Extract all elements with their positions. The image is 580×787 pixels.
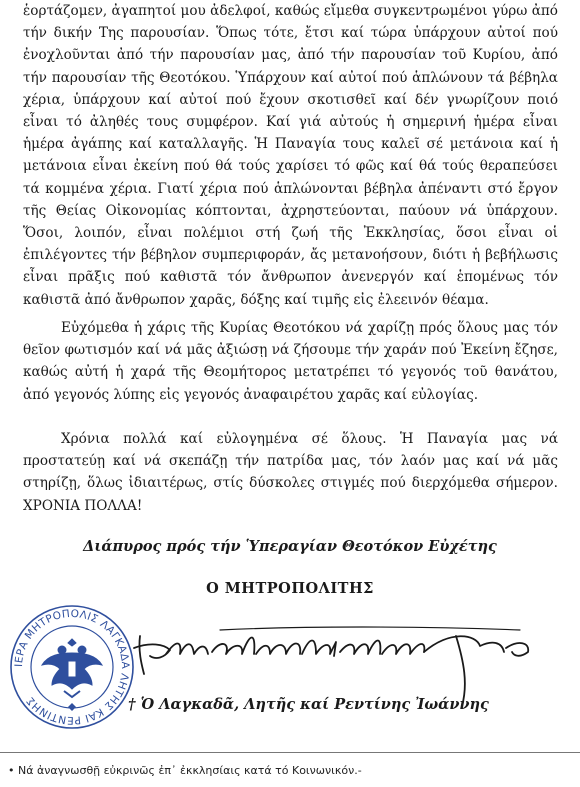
double-headed-eagle-icon [42,639,102,697]
body-paragraph-3: Χρόνια πολλά καί εὐλογημένα σέ ὅλους. Ἡ Παναγία μας νά προστατεύῃ καί νά σκεπάζῃ τήν πατρίδα μας, τόν λαόν μας καί νά μᾶς στηρίζῃ, ὅλως ἰδιαιτέρως, στίς δύσκολες στιγμές πού διερχόμεθα σήμερον. ΧΡΟΝΙΑ ΠΟΛΛΑ! [23,431,558,514]
signatory-name: † Ὁ Λαγκαδᾶ, Λητῆς καί Ρεντίνης Ἰωάννης [128,696,489,713]
body-paragraph-2: Εὐχόμεθα ἡ χάρις τῆς Κυρίας Θεοτόκου νά χαρίζῃ πρός ὅλους μας τόν θεῖον φωτισμόν καί νά μᾶς ἀξιώσῃ νά ζήσουμε τήν χαράν πού Ἐκείνη ἔζησε, καθώς αὐτή ἡ χαρά τῆς Θεομήτορος μετατρέπει τό γεγονός τοῦ θανάτου, ἀπό γεγονός λύπης εἰς γεγονός ἀναφαιρέτου χαρᾶς καί εὐλογίας. [23,320,558,403]
footnote-divider [0,752,580,753]
closing-salutation: Διάπυρος πρός τήν Ὑπεραγίαν Θεοτόκον Εὐχέτης [83,538,497,555]
seal-ring-text: ΙΕΡΑ ΜΗΤΡΟΠΟΛΙΣ ΛΑΓΚΑΔΑ ΛΗΤΗΣ ΚΑΙ ΡΕΝΤΙΝΗΣ [12,607,132,727]
footnote: • Νά ἀναγνωσθῇ εὐκρινῶς ἐπ᾽ ἐκκλησίαις κατά τό Κοινωνικόν.- [8,764,362,777]
metropolis-seal-icon [8,603,136,731]
signatory-title: Ο ΜΗΤΡΟΠΟΛΙΤΗΣ [206,580,374,597]
body-paragraph-1: ἑορτάζομεν, ἀγαπητοί μου ἀδελφοί, καθώς εἴμεθα συγκεντρωμένοι γύρω ἀπό τήν δικήν Της παρουσίαν. Ὅπως τότε, ἔτσι καί τώρα ὑπάρχουν αὐτοί πού ἐνοχλοῦνται ἀπό τήν παρουσίαν μας, ἀπό τήν παρουσίαν τοῦ Κυρίου, ἀπό τήν παρουσίαν τῆς Θεοτόκου. Ὑπάρχουν καί αὐτοί πού ἁπλώνουν τά βέβηλα χέρια, ὑπάρχουν καί αὐτοί πού ἔχουν σκοτισθεῖ καί δέν γνωρίζουν ποιό εἶναι τό ἀληθές τους συμφέρον. Καί γιά αὐτούς ἡ σημερινή ἡμέρα εἶναι ἡμέρα ἀγάπης καί καταλλαγῆς. Ἡ Παναγία τους καλεῖ σέ μετάνοια καί ἡ μετάνοια εἶναι ἐκείνη πού θά τούς χαρίσει τό φῶς καί θά τούς θεραπεύσει τά κομμένα χέρια. Γιατί χέρια πού ἁπλώνονται βέβηλα ἀπέναντι στό ἔργον τῆς Θείας Οἰκονομίας κόπτονται, ἀχρηστεύονται, παύουν νά ὑπάρχουν. Ὅσοι, λοιπόν, εἶναι πολέμιοι στή ζωή τῆς Ἐκκλησίας, ὅσοι εἶναι οἱ ἐπιλέγοντες τήν βέβηλον συμπεριφοράν, ἄς μετανοήσουν, διότι ἡ βεβήλωσις εἶναι πρᾶξις πού καθιστᾶ τόν ἄνθρωπον ἀνενεργόν καί ἑπομένως τόν καθιστᾶ ἀπό ἄνθρωπον χαρᾶς, δόξης καί τιμῆς εἰς ἐλεεινόν θέαμα. [23,3,558,308]
